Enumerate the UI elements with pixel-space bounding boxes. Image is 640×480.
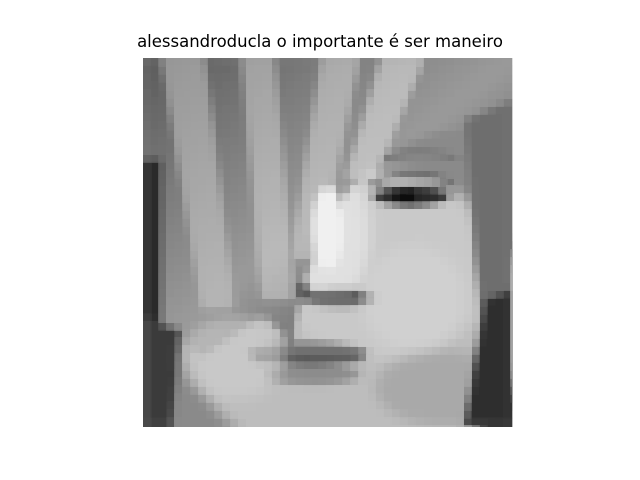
figure-title: alessandroducla o importante é ser maneiro	[137, 32, 503, 51]
image-axes	[143, 58, 513, 427]
face-image	[143, 58, 513, 427]
